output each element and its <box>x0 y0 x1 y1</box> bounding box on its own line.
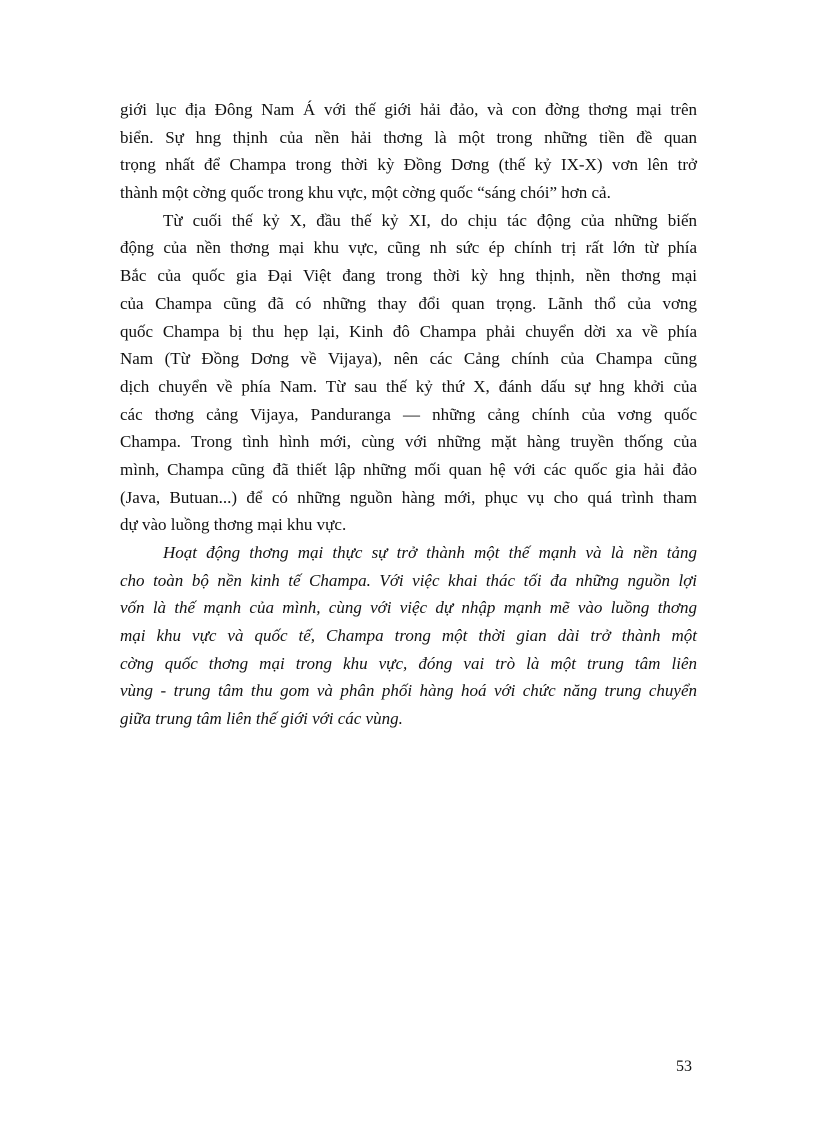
text-line: của Champa cũng đã có những thay đổi quan trọng. Lãnh thổ của vơng <box>120 293 697 313</box>
text-line: trọng nhất để Champa trong thời kỳ Đồng Dơng (thế kỷ IX-X) vơn lên trở <box>120 155 697 175</box>
text-line: dự vào luồng thơng mại khu vực. <box>120 515 347 535</box>
paragraph-1 <box>120 96 697 207</box>
text-line: dịch chuyển về phía Nam. Từ sau thế kỷ thứ X, đánh dấu sự hng khởi của <box>120 376 697 396</box>
text-line: cho toàn bộ nền kinh tế Champa. Với việc khai thác tối đa những nguồn lợi <box>120 570 697 590</box>
text-line: mại khu vực và quốc tế, Champa trong một thời gian dài trở thành một <box>120 626 697 646</box>
text-line: cờng quốc thơng mại trong khu vực, đóng vai trò là một trung tâm liên <box>120 653 697 673</box>
text-line: vùng - trung tâm thu gom và phân phối hàng hoá với chức năng trung chuyển <box>120 681 697 701</box>
text-line: biển. Sự hng thịnh của nền hải thơng là một trong những tiền đề quan <box>120 127 697 147</box>
text-line: các thơng cảng Vijaya, Panduranga — những cảng chính của vơng quốc <box>120 404 697 424</box>
paragraph-3 <box>120 539 697 733</box>
text-line: giữa trung tâm liên thế giới với các vùng. <box>120 709 403 729</box>
text-line: vốn là thế mạnh của mình, cùng với việc dự nhập mạnh mẽ vào luồng thơng <box>120 598 697 618</box>
text-line: mình, Champa cũng đã thiết lập những mối quan hệ với các quốc gia hải đảo <box>120 459 697 479</box>
text-line: giới lục địa Đông Nam Á với thế giới hải đảo, và con đờng thơng mại trên <box>120 100 697 119</box>
text-line: Champa. Trong tình hình mới, cùng với những mặt hàng truyền thống của <box>120 432 697 452</box>
paragraph-2 <box>120 207 697 539</box>
document-body <box>120 96 697 733</box>
text-line: thành một cờng quốc trong khu vực, một cờng quốc “sáng chói” hơn cả. <box>120 183 611 203</box>
text-line: Nam (Từ Đồng Dơng về Vijaya), nên các Cảng chính của Champa cũng <box>120 349 697 369</box>
page-number: 53 <box>676 1058 692 1075</box>
text-line: quốc Champa bị thu hẹp lại, Kinh đô Champa phải chuyển dời xa về phía <box>120 321 697 341</box>
text-line: Bắc của quốc gia Đại Việt đang trong thời kỳ hng thịnh, nền thơng mại <box>120 266 697 286</box>
text-line: động của nền thơng mại khu vực, cũng nh sức ép chính trị rất lớn từ phía <box>120 238 697 258</box>
text-line: (Java, Butuan...) để có những nguồn hàng mới, phục vụ cho quá trình tham <box>120 487 697 507</box>
text-line: Từ cuối thế kỷ X, đầu thế kỷ XI, do chịu tác động của những biến <box>163 210 697 230</box>
text-line: Hoạt động thơng mại thực sự trở thành một thế mạnh và là nền tảng <box>163 543 697 562</box>
